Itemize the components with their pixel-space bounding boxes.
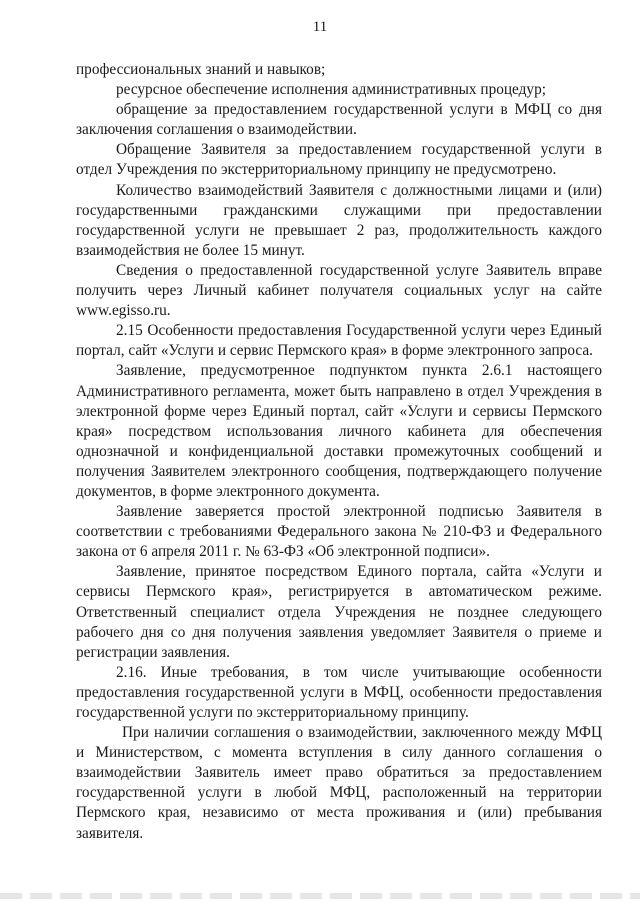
paragraph-3: обращение за предоставлением государственной услуги в МФЦ со дня заключения соглашения о взаимодействии. (76, 101, 602, 139)
paragraph-9: Заявление заверяется простой электронной подписью Заявителя в соответствии с требованиями Федерального закона № 210-ФЗ и Федерального закона от 6 апреля 2011 г. № 63-ФЗ «Об электронной подписи». (76, 503, 602, 561)
paragraph-5: Количество взаимодействий Заявителя с должностными лицами и (или) государственными гражданскими служащими при предоставлении государственной услуги не превышает 2 раз, продолжительность каждого взаимодействия не более 15 минут. (76, 181, 602, 259)
paragraph-10: Заявление, принятое посредством Единого портала, сайта «Услуги и сервисы Пермского края», регистрируется в автоматическом режиме. Ответственный специалист отдела Учреждения не позднее следующего рабочего дня со дня получения заявления уведомляет Заявителя о приеме и регистрации заявления. (76, 563, 602, 661)
section-2-15-heading: 2.15 Особенности предоставления Государственной услуги через Единый портал, сайт «Услуги и сервис Пермского края» в форме электронного запроса. (76, 322, 602, 360)
paragraph-1: профессиональных знаний и навыков; (76, 61, 326, 78)
scan-footer-artifact (0, 893, 640, 899)
paragraph-8: Заявление, предусмотренное подпунктом пункта 2.6.1 настоящего Административного регламента, может быть направлено в отдел Учреждения в электронной форме через Единый портал, сайт «Услуги и сервисы Пермского края» посредством использования личного кабинета для обеспечения однозначной и конфиденциальной доставки промежуточных сообщений и получения Заявителем электронного сообщения, подтверждающего получение документов, в форме электронного документа. (76, 362, 602, 500)
paragraph-2: ресурсное обеспечение исполнения административных процедур; (116, 81, 546, 99)
paragraph-12: При наличии соглашения о взаимодействии, заключенного между МФЦ и Министерством, с момента вступления в силу данного соглашения о взаимодействии Заявитель имеет право обратиться за предоставлением государственной услуги в любой МФЦ, расположенный на территории Пермского края, независимо от места проживания и (или) пребывания заявителя. (76, 724, 602, 842)
paragraph-4: Обращение Заявителя за предоставлением государственной услуги в отдел Учреждения по экстерриториальному принципу не предусмотрено. (76, 141, 602, 179)
section-2-16-heading: 2.16. Иные требования, в том числе учитывающие особенности предоставления государственной услуги в МФЦ, особенности предоставления государственной услуги по экстерриториальному принципу. (76, 663, 602, 721)
page-number: 11 (312, 19, 328, 35)
paragraph-6: Сведения о предоставленной государственной услуге Заявитель вправе получить через Личный кабинет получателя социальных услуг на сайте www.egisso.ru. (76, 261, 602, 320)
document-body (76, 60, 602, 844)
